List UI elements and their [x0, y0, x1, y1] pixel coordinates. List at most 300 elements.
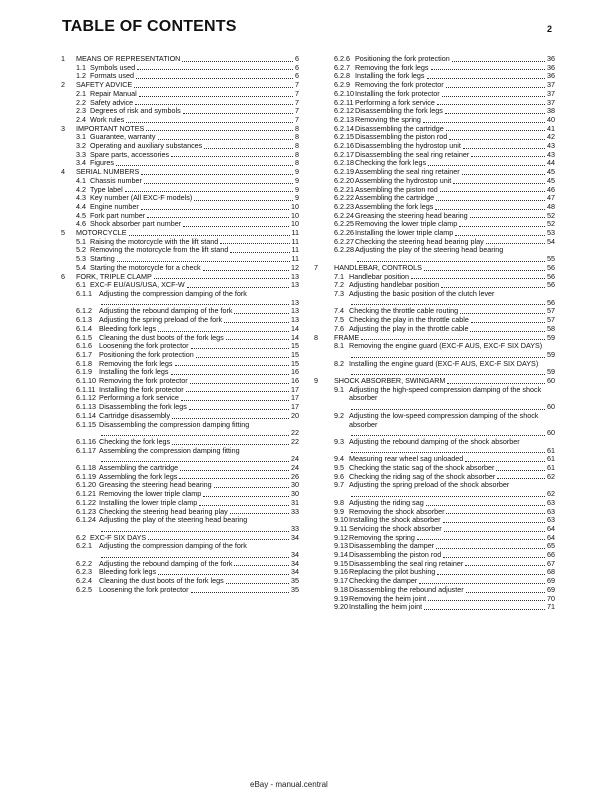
toc-entry-page: 26 [291, 471, 299, 481]
toc-entry[interactable] [61, 351, 299, 360]
toc-entry-title: Checking the fork legs [355, 158, 427, 168]
toc-entry[interactable] [61, 360, 299, 369]
dot-leader [139, 91, 293, 97]
dot-leader [460, 308, 545, 314]
toc-entry-title: Adjusting the low-speed compression damping of the shock absorber [349, 410, 539, 429]
dot-leader [497, 473, 545, 479]
toc-entry-page: 34 [291, 567, 299, 577]
toc-entry-page: 52 [547, 219, 555, 229]
toc-entry-number: 6.1.23 [76, 506, 96, 516]
toc-entry-page: 60 [547, 428, 555, 438]
toc-entry-number: 6.2 [76, 532, 86, 542]
toc-entry-number: 9.17 [334, 576, 348, 586]
dot-leader [452, 56, 545, 62]
dot-leader [125, 186, 293, 192]
toc-entry-page: 69 [547, 576, 555, 586]
dot-leader [471, 317, 545, 323]
toc-entry-page: 9 [295, 193, 299, 203]
toc-entry-page: 59 [547, 367, 555, 377]
toc-entry-title: Removing the lower triple clamp [99, 489, 202, 499]
toc-entry[interactable] [314, 481, 555, 498]
dot-leader [453, 178, 545, 184]
toc-entry-number: 6.2.14 [334, 123, 354, 133]
toc-entry-title: Cartridge disassembly [99, 410, 171, 420]
toc-entry-page: 54 [547, 236, 555, 246]
toc-entry-number: 7.2 [334, 280, 344, 290]
toc-entry-number: 5.4 [76, 262, 86, 272]
dot-leader [361, 334, 545, 340]
dot-leader [496, 465, 545, 471]
toc-entry[interactable] [314, 360, 555, 377]
toc-entry-title: Installing the engine guard (EXC-F AUS, EXC-F SIX DAYS) [349, 358, 539, 368]
dot-leader [351, 491, 545, 497]
toc-entry-page: 59 [547, 349, 555, 359]
toc-entry-title: Disassembling the seal ring retainer [349, 558, 464, 568]
toc-entry-title: Disassembling the fork legs [355, 106, 443, 116]
toc-entry-number: 2.4 [76, 114, 86, 124]
toc-entry-number: 9.14 [334, 550, 348, 560]
toc-entry-page: 11 [291, 236, 299, 246]
toc-entry-title: Disassembling the piston rod [355, 132, 448, 142]
toc-entry-number: 6.1.20 [76, 480, 96, 490]
toc-entry-page: 59 [547, 332, 555, 342]
toc-entry-number: 6.2.3 [76, 567, 92, 577]
toc-entry-number: 9.18 [334, 584, 348, 594]
toc-entry-number: 6.2.16 [334, 141, 354, 151]
toc-entry[interactable] [314, 412, 555, 438]
toc-entry-title: Cleaning the dust boots of the fork legs [99, 332, 224, 342]
toc-entry-number: 6.1.7 [76, 349, 92, 359]
toc-entry-number: 6.2.11 [334, 97, 354, 107]
toc-entry-title: Positioning the fork protection [355, 54, 450, 63]
dot-leader [175, 360, 289, 366]
dot-leader [199, 500, 289, 506]
dot-leader [204, 143, 293, 149]
toc-entry-title: MOTORCYCLE [76, 228, 127, 238]
toc-entry-page: 7 [295, 97, 299, 107]
dot-leader [471, 151, 545, 157]
dot-leader [230, 508, 289, 514]
toc-entry-title: Loosening the fork protector [99, 341, 189, 351]
toc-entry-title: SAFETY ADVICE [76, 80, 133, 90]
toc-entry-page: 17 [291, 402, 299, 412]
toc-entry-number: 7.6 [334, 323, 344, 333]
toc-entry-page: 71 [547, 602, 555, 612]
toc-entry-number: 9.13 [334, 541, 348, 551]
dot-leader [443, 552, 545, 558]
toc-entry-number: 9.4 [334, 454, 344, 464]
toc-entry-title: Installing the lower triple clamp [355, 228, 454, 238]
toc-entry-page: 63 [547, 497, 555, 507]
dot-leader [180, 465, 289, 471]
toc-entry-number: 3.4 [76, 158, 86, 168]
toc-entry-number: 6.2.17 [334, 149, 354, 159]
toc-entry-page: 45 [547, 175, 555, 185]
dot-leader [137, 64, 293, 70]
toc-entry[interactable] [61, 586, 299, 595]
dot-leader [203, 491, 289, 497]
toc-entry-number: 6.1.22 [76, 497, 96, 507]
dot-leader [437, 569, 545, 575]
toc-entry[interactable] [61, 516, 299, 533]
toc-entry-page: 7 [295, 114, 299, 124]
dot-leader [191, 343, 290, 349]
toc-entry-title: Removing the fork protector [99, 376, 188, 386]
toc-entry-number: 1.1 [76, 62, 86, 72]
toc-entry-page: 16 [291, 376, 299, 386]
dot-leader [148, 534, 289, 540]
toc-entry-title: Assembling the hydrostop unit [355, 175, 452, 185]
toc-entry-title: Bleeding fork legs [99, 323, 157, 333]
toc-entry-number: 6.2.28 [334, 245, 354, 255]
toc-entry-title: Engine number [90, 201, 139, 211]
dot-leader [135, 99, 293, 105]
dot-leader [428, 160, 545, 166]
dot-leader [351, 430, 545, 436]
toc-entry-page: 8 [295, 149, 299, 159]
toc-entry-number: 2.1 [76, 88, 86, 98]
toc-entry-page: 15 [291, 341, 299, 351]
toc-entry[interactable] [314, 342, 555, 359]
toc-entry-page: 60 [547, 376, 555, 386]
dot-leader [116, 160, 293, 166]
toc-entry-page: 8 [295, 158, 299, 168]
toc-entry[interactable] [61, 464, 299, 473]
toc-entry-title: Positioning the fork protection [99, 349, 194, 359]
toc-entry-title: IMPORTANT NOTES [76, 123, 145, 133]
toc-entry-page: 45 [547, 167, 555, 177]
toc-entry-number: 4.4 [76, 201, 86, 211]
toc-entry-page: 64 [547, 523, 555, 533]
toc-entry-title: Assembling the fork legs [355, 201, 434, 211]
toc-entry-page: 7 [295, 80, 299, 90]
toc-entry-title: Adjusting handlebar position [349, 280, 440, 290]
dot-leader [141, 204, 289, 210]
toc-entry-page: 37 [547, 88, 555, 98]
toc-entry[interactable] [314, 386, 555, 412]
dot-leader [411, 273, 545, 279]
toc-entry-title: Checking the damper [349, 576, 418, 586]
toc-entry-number: 6.2.13 [334, 114, 354, 124]
dot-leader [455, 230, 545, 236]
toc-entry[interactable] [314, 64, 555, 73]
toc-entry-number: 6.1.6 [76, 341, 92, 351]
toc-entry-title: Raising the motorcycle with the lift stand [90, 236, 219, 246]
toc-entry-page: 31 [291, 497, 299, 507]
dot-leader [226, 334, 289, 340]
toc-entry-page: 11 [291, 228, 299, 238]
dot-leader [465, 456, 545, 462]
toc-entry-page: 43 [547, 141, 555, 151]
toc-entry-page: 62 [547, 489, 555, 499]
dot-leader [431, 64, 545, 70]
toc-entry-title: Bleeding fork legs [99, 567, 157, 577]
toc-entry-number: 6.1.14 [76, 410, 96, 420]
dot-leader [101, 552, 289, 558]
toc-entry-page: 40 [547, 114, 555, 124]
toc-entry-number: 1 [61, 54, 65, 63]
toc-entry-number: 3.1 [76, 132, 86, 142]
toc-entry-title: Starting [90, 254, 115, 264]
toc-entry-page: 34 [291, 558, 299, 568]
toc-entry-title: Cleaning the dust boots of the fork legs [99, 576, 224, 586]
toc-entry-title: Servicing the shock absorber [349, 523, 442, 533]
dot-leader [183, 108, 293, 114]
toc-entry-page: 10 [291, 219, 299, 229]
toc-entry-page: 47 [547, 193, 555, 203]
dot-leader [179, 473, 289, 479]
toc-entry-page: 44 [547, 158, 555, 168]
toc-entry-number: 3.3 [76, 149, 86, 159]
toc-entry-page: 16 [291, 367, 299, 377]
dot-leader [182, 56, 293, 62]
toc-entry-page: 69 [547, 584, 555, 594]
dot-leader [445, 108, 545, 114]
toc-entry-number: 9.2 [334, 410, 344, 420]
toc-entry-page: 8 [295, 141, 299, 151]
page-number: 2 [546, 24, 552, 34]
toc-entry-number: 7.5 [334, 315, 344, 325]
toc-entry-number: 4.3 [76, 193, 86, 203]
toc-entry-title: Handlebar position [349, 271, 409, 281]
toc-entry-number: 6.1.24 [76, 515, 96, 525]
toc-entry-title: Formats used [90, 71, 134, 81]
toc-entry-title: Figures [90, 158, 114, 168]
dot-leader [226, 578, 289, 584]
dot-leader [172, 413, 289, 419]
toc-entry-page: 61 [547, 454, 555, 464]
toc-entry-page: 33 [291, 523, 299, 533]
toc-entry-number: 9.16 [334, 567, 348, 577]
toc-entry-title: FRAME [334, 332, 360, 342]
toc-entry-page: 13 [291, 271, 299, 281]
toc-entry[interactable] [61, 290, 299, 307]
toc-entry-title: Installing the shock absorber [349, 515, 441, 525]
toc-entry-title: Assembling the fork legs [99, 471, 178, 481]
toc-entry-title: Adjusting the high-speed compression damping of the shock absorber [349, 384, 542, 403]
toc-entry-page: 68 [547, 567, 555, 577]
toc-entry-number: 6.1.9 [76, 367, 92, 377]
toc-entry-number: 6.2.24 [334, 210, 354, 220]
dot-leader [351, 352, 545, 358]
toc-entry-title: Disassembling the rebound adjuster [349, 584, 464, 594]
dot-leader [466, 587, 545, 593]
toc-entry-title: Adjusting the play of the steering head bearing [355, 245, 504, 255]
toc-entry-number: 6.1.8 [76, 358, 92, 368]
toc-entry-page: 62 [547, 471, 555, 481]
toc-entry-title: Removing the shock absorber [349, 506, 445, 516]
toc-entry-page: 57 [547, 315, 555, 325]
toc-entry[interactable] [314, 438, 555, 455]
dot-leader [234, 560, 289, 566]
toc-entry-title: Removing the fork legs [99, 358, 173, 368]
toc-entry-page: 36 [547, 71, 555, 81]
toc-entry-number: 9.8 [334, 497, 344, 507]
toc-entry-title: Checking the steering head bearing play [99, 506, 228, 516]
toc-entry-number: 6.2.12 [334, 106, 354, 116]
toc-entry-number: 6.1.18 [76, 463, 96, 473]
toc-entry[interactable] [314, 246, 555, 263]
dot-leader [196, 352, 289, 358]
dot-leader [462, 169, 545, 175]
toc-entry-number: 6.1.10 [76, 376, 96, 386]
toc-entry[interactable] [61, 403, 299, 412]
toc-entry-title: Greasing the steering head bearing [355, 210, 468, 220]
toc-entry-page: 36 [547, 54, 555, 63]
toc-entry-number: 6.1.21 [76, 489, 96, 499]
toc-entry-number: 8 [314, 332, 318, 342]
dot-leader [141, 169, 293, 175]
toc-entry-number: 6.1.12 [76, 393, 96, 403]
toc-entry-page: 56 [547, 271, 555, 281]
toc-entry-number: 6.2.4 [76, 576, 92, 586]
toc-entry-page: 17 [291, 393, 299, 403]
toc-entry-number: 7.1 [334, 271, 344, 281]
toc-entry-number: 8.2 [334, 358, 344, 368]
toc-entry[interactable] [314, 55, 555, 64]
toc-entry-title: Operating and auxiliary substances [90, 141, 203, 151]
dot-leader [147, 212, 289, 218]
toc-entry-title: Safety advice [90, 97, 134, 107]
toc-entry-number: 6.2.18 [334, 158, 354, 168]
toc-entry-title: Removing the heim joint [349, 593, 427, 603]
toc-entry-number: 4 [61, 167, 65, 177]
dot-leader [171, 369, 289, 375]
toc-entry-page: 64 [547, 532, 555, 542]
dot-leader [428, 595, 545, 601]
toc-entry-number: 7.4 [334, 306, 344, 316]
toc-entry-title: Fork part number [90, 210, 146, 220]
toc-entry-number: 6.2.19 [334, 167, 354, 177]
dot-leader [419, 578, 545, 584]
toc-entry-title: Replacing the pilot bushing [349, 567, 436, 577]
toc-entry-number: 6.2.21 [334, 184, 354, 194]
toc-entry-title: Removing the spring [355, 114, 421, 124]
toc-entry-number: 3 [61, 123, 65, 133]
toc-entry-title: Adjusting the rebound damping of the fork [99, 306, 233, 316]
toc-entry-page: 35 [291, 584, 299, 594]
dot-leader [351, 447, 545, 453]
toc-entry-title: Checking the steering head bearing play [355, 236, 484, 246]
toc-entry-page: 12 [291, 262, 299, 272]
toc-entry-number: 6.1.3 [76, 315, 92, 325]
toc-entry-page: 43 [547, 149, 555, 159]
toc-entry-number: 7 [314, 262, 318, 272]
toc-entry-page: 35 [291, 576, 299, 586]
toc-entry[interactable] [61, 542, 299, 559]
toc-entry-title: Assembling the seal ring retainer [355, 167, 460, 177]
dot-leader [134, 82, 293, 88]
dot-leader [158, 569, 289, 575]
toc-entry-page: 58 [547, 323, 555, 333]
toc-entry-number: 1.2 [76, 71, 86, 81]
dot-leader [486, 238, 545, 244]
dot-leader [470, 212, 545, 218]
toc-entry-title: Removing the lower triple clamp [355, 219, 458, 229]
toc-entry[interactable] [61, 316, 299, 325]
toc-entry-number: 5.3 [76, 254, 86, 264]
toc-entry-number: 6.2.23 [334, 201, 354, 211]
toc-entry-title: Disassembling the compression damping fitting [99, 419, 250, 429]
toc-entry-page: 13 [291, 306, 299, 316]
dot-leader [351, 369, 545, 375]
dot-leader [144, 178, 293, 184]
toc-entry-number: 6.1.16 [76, 436, 96, 446]
toc-entry-title: Installing the heim joint [349, 602, 423, 612]
toc-entry-number: 6.1.13 [76, 402, 96, 412]
toc-entry-title: Installing the fork protector [355, 88, 440, 98]
toc-entry-page: 9 [295, 184, 299, 194]
toc-entry-number: 6.2.7 [334, 62, 350, 72]
toc-entry-page: 63 [547, 515, 555, 525]
toc-entry-title: Work rules [90, 114, 125, 124]
toc-entry-title: Removing the fork protector [355, 80, 444, 90]
toc-entry-page: 46 [547, 184, 555, 194]
toc-entry-page: 10 [291, 210, 299, 220]
toc-entry-page: 20 [291, 410, 299, 420]
toc-entry-number: 6.1.4 [76, 323, 92, 333]
dot-leader [463, 143, 545, 149]
toc-entry-title: Adjusting the spring preload of the fork [99, 315, 223, 325]
toc-entry-page: 13 [291, 280, 299, 290]
toc-entry-title: Installing the fork legs [355, 71, 425, 81]
toc-entry-page: 22 [291, 428, 299, 438]
toc-entry[interactable] [314, 290, 555, 307]
toc-entry[interactable] [61, 560, 299, 569]
footer-watermark: eBay - manual.central [250, 780, 328, 789]
dot-leader [191, 587, 290, 593]
toc-entry[interactable] [61, 447, 299, 464]
toc-entry[interactable] [61, 421, 299, 438]
toc-entry-number: 6.2.20 [334, 175, 354, 185]
toc-entry-number: 6.2.10 [334, 88, 354, 98]
toc-entry-number: 6.1.11 [76, 384, 96, 394]
toc-entry-page: 34 [291, 550, 299, 560]
toc-entry[interactable] [61, 386, 299, 395]
toc-entry-title: SHOCK ABSORBER, SWINGARM [334, 376, 446, 386]
toc-entry-page: 6 [295, 62, 299, 72]
toc-entry-page: 42 [547, 132, 555, 142]
toc-entry-title: Adjusting the compression damping of the fork [99, 288, 247, 298]
toc-entry-title: Shock absorber part number [90, 219, 182, 229]
toc-entry-title: Removing the motorcycle from the lift stand [90, 245, 229, 255]
dot-leader [446, 125, 545, 131]
dot-leader [101, 456, 289, 462]
toc-entry-page: 7 [295, 106, 299, 116]
dot-leader [183, 221, 289, 227]
toc-entry-number: 4.6 [76, 219, 86, 229]
toc-entry-page: 63 [547, 506, 555, 516]
toc-entry-page: 61 [547, 463, 555, 473]
toc-entry[interactable] [314, 603, 555, 612]
toc-entry-number: 4.2 [76, 184, 86, 194]
dot-leader [224, 317, 289, 323]
toc-entry-page: 22 [291, 436, 299, 446]
dot-leader [446, 508, 545, 514]
dot-leader [444, 526, 545, 532]
toc-entry-page: 11 [291, 254, 299, 264]
toc-entry-title: Removing the spring [349, 532, 415, 542]
dot-leader [203, 265, 289, 271]
toc-entry-title: Disassembling the damper [349, 541, 435, 551]
toc-entry-number: 9.19 [334, 593, 348, 603]
toc-entry-title: Adjusting the riding sag [349, 497, 424, 507]
dot-leader [220, 238, 289, 244]
toc-entry-page: 15 [291, 358, 299, 368]
toc-entry-title: Spare parts, accessories [90, 149, 170, 159]
toc-entry-page: 56 [547, 280, 555, 290]
dot-leader [154, 273, 289, 279]
